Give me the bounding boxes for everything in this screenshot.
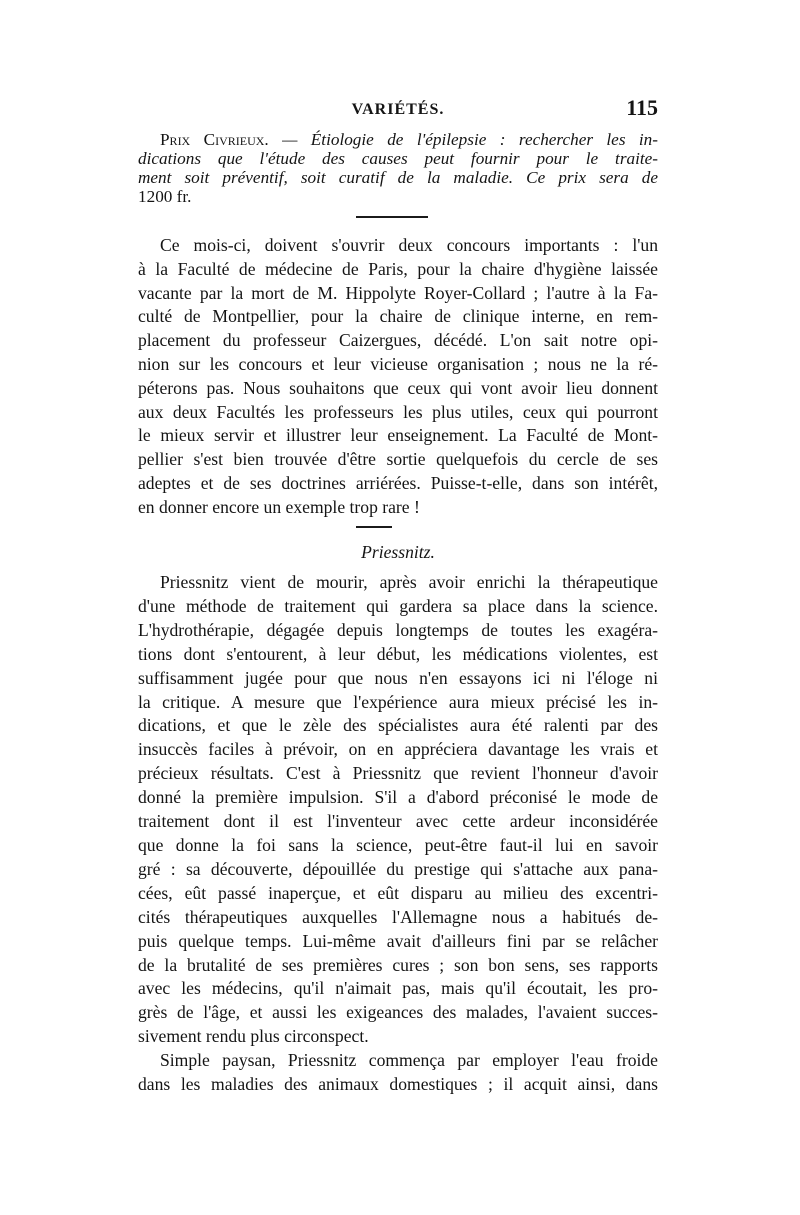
text-line: de la brutalité de ses premières cures ; son bon sens, ses rapports bbox=[138, 954, 658, 975]
page-number: 115 bbox=[626, 95, 658, 120]
text-line: traitement dont il est l'inventeur avec cette ardeur inconsidérée bbox=[138, 811, 658, 832]
text-line: Ce mois-ci, doivent s'ouvrir deux concours importants : l'un bbox=[160, 235, 658, 255]
text-line: puis quelque temps. Lui-même avait d'ailleurs fini par se relâcher bbox=[138, 930, 658, 951]
text-line: péterons pas. Nous souhaitons que ceux qui vont avoir lieu donnent bbox=[138, 377, 658, 398]
text-line: à la Faculté de médecine de Paris, pour la chaire d'hygiène laissée bbox=[138, 258, 658, 279]
prize-line: dications que l'étude des causes peut fournir pour le traite- bbox=[138, 149, 658, 168]
prize-lead: Prix Civrieux. bbox=[160, 130, 269, 149]
text-line: pellier s'est bien trouvée d'être sortie quelquefois du cercle de ses bbox=[138, 449, 658, 470]
text-line: en donner encore un exemple trop rare ! bbox=[138, 496, 420, 517]
text-line: d'une méthode de traitement qui gardera sa place dans la science. bbox=[138, 595, 658, 616]
text-line: cées, eût passé inaperçue, et eût disparu au milieu des excentri- bbox=[138, 882, 658, 903]
text-line: que donne la foi sans la science, peut-être faut-il lui en savoir bbox=[138, 834, 658, 855]
text-line: Priessnitz vient de mourir, après avoir enrichi la thérapeutique bbox=[160, 572, 658, 592]
section-title: Priessnitz. bbox=[361, 542, 435, 562]
prize-line: ment soit préventif, soit curatif de la maladie. Ce prix sera de bbox=[138, 168, 658, 187]
text-line: avec les médecins, qu'il n'aimait pas, mais qu'il écoutait, les pro- bbox=[138, 978, 658, 999]
text-line: nion sur les concours et leur vicieuse organisation ; nous ne la ré- bbox=[138, 353, 658, 374]
prize-paragraph bbox=[138, 130, 658, 206]
text-line: dications, et que le zèle des spécialistes aura été ralenti par des bbox=[138, 715, 658, 736]
text-line: adeptes et de ses doctrines arriérées. Puisse-t-elle, dans son intérêt, bbox=[138, 472, 658, 493]
text-line: suffisamment jugée pour que nous n'en essayons ici ni l'éloge ni bbox=[138, 667, 658, 688]
text-line: aux deux Facultés les professeurs les plus utiles, ceux qui pourront bbox=[138, 401, 658, 422]
contests-paragraph bbox=[138, 234, 658, 520]
text-line: cités thérapeutiques auxquelles l'Allemagne nous a habitués de- bbox=[138, 906, 658, 927]
running-title: VARIÉTÉS. bbox=[351, 101, 445, 118]
prize-line bbox=[138, 130, 658, 149]
text-line: précieux résultats. C'est à Priessnitz que revient l'honneur d'avoir bbox=[138, 763, 658, 784]
prize-line: 1200 fr. bbox=[138, 187, 192, 206]
prize-text: — Étiologie de l'épilepsie : rechercher les in- bbox=[268, 130, 658, 149]
text-line: culté de Montpellier, pour la chaire de clinique interne, en rem- bbox=[138, 306, 658, 327]
text-line: gré : sa découverte, dépouillée du prestige qui s'attache aux pana- bbox=[138, 858, 658, 879]
text-line: L'hydrothérapie, dégagée depuis longtemps de toutes les exagéra- bbox=[138, 619, 658, 640]
text-line: vacante par la mort de M. Hippolyte Royer-Collard ; l'autre à la Fa- bbox=[138, 282, 658, 303]
separator-rule bbox=[356, 216, 428, 218]
text-line: sivement rendu plus circonspect. bbox=[138, 1026, 369, 1047]
text-line: donné la première impulsion. S'il a d'abord préconisé le mode de bbox=[138, 787, 658, 808]
text-line: grès de l'âge, et aussi les exigeances des malades, l'avaient succes- bbox=[138, 1002, 658, 1023]
text-line: insuccès faciles à prévoir, on en appréciera davantage les vrais et bbox=[138, 739, 658, 760]
text-line: le mieux servir et illustrer leur enseignement. La Faculté de Mont- bbox=[138, 425, 658, 446]
text-line: tions dont s'entourent, à leur début, les médications violentes, est bbox=[138, 643, 658, 664]
priessnitz-article bbox=[138, 571, 658, 1097]
running-head bbox=[138, 95, 658, 129]
text-line: dans les maladies des animaux domestiques ; il acquit ainsi, dans bbox=[138, 1074, 658, 1095]
text-line: la critique. A mesure que l'expérience aura mieux précisé les in- bbox=[138, 691, 658, 712]
text-line: Simple paysan, Priessnitz commença par employer l'eau froide bbox=[160, 1050, 658, 1071]
text-line: placement du professeur Caizergues, décédé. L'on sait notre opi- bbox=[138, 330, 658, 351]
separator-rule bbox=[356, 526, 392, 528]
